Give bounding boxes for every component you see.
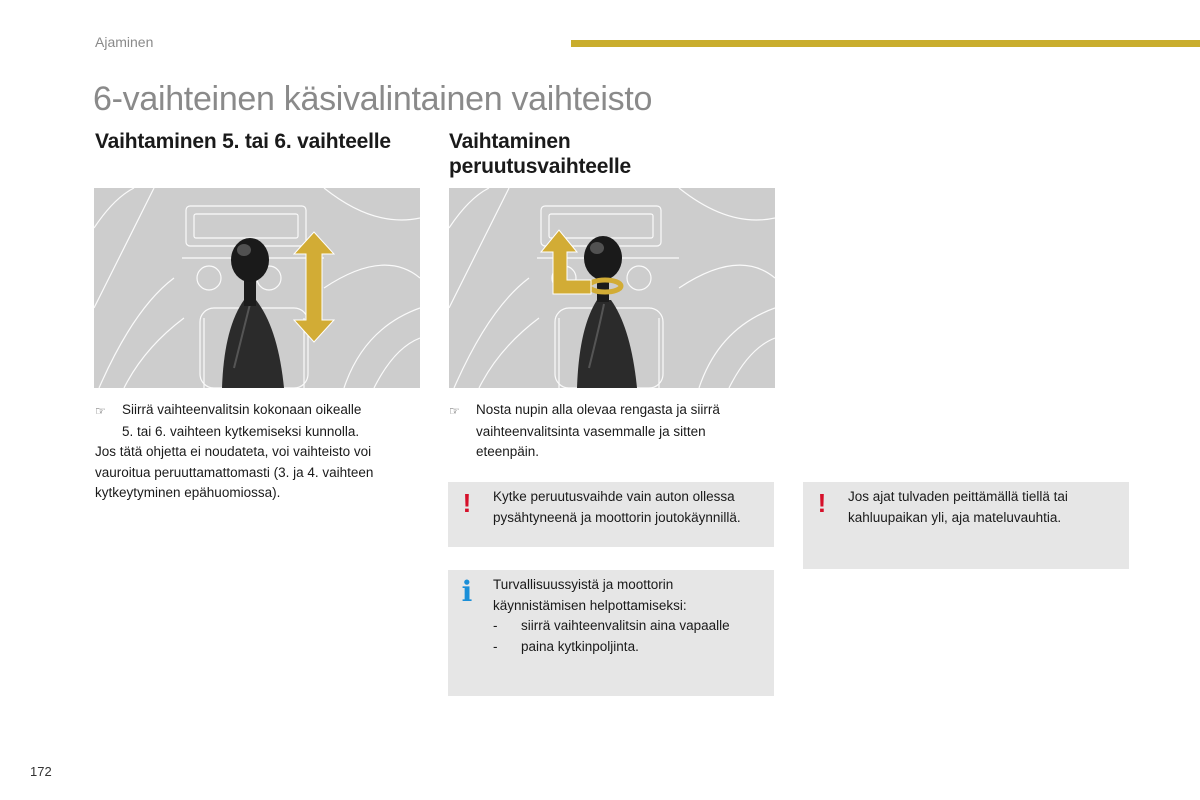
page-title: 6-vaihteinen käsivalintainen vaihteisto — [93, 80, 653, 118]
warning-box-reverse — [448, 482, 774, 547]
paragraph-line: Jos tätä ohjetta ei noudateta, voi vaihteisto voi — [95, 444, 372, 459]
list-item-text: siirrä vaihteenvalitsin aina vapaalle — [521, 618, 730, 633]
illustration-gear-shift-5-6 — [94, 188, 420, 388]
heading-fifth-sixth-gear: Vaihtaminen 5. tai 6. vaihteelle — [95, 130, 391, 153]
reverse-gear-drawing — [449, 188, 775, 388]
warning-text-line: kahluupaikan yli, aja mateluvauhtia. — [848, 509, 1062, 525]
dash-bullet: - — [493, 618, 498, 633]
info-box-safety — [448, 570, 774, 696]
pointing-hand-icon: ☞ — [449, 404, 460, 418]
warning-text-line: Jos ajat tulvaden peittämällä tiellä tai — [848, 489, 1068, 504]
heading-line: Vaihtaminen — [449, 130, 571, 153]
illustration-reverse-gear — [449, 188, 775, 388]
bullet-text-line: vaihteenvalitsinta vasemmalle ja sitten — [476, 423, 706, 439]
warning-text-line: pysähtyneenä ja moottorin joutokäynnillä. — [493, 509, 741, 525]
info-icon: i — [461, 575, 473, 608]
list-item — [493, 637, 766, 658]
page-number: 172 — [30, 764, 52, 779]
bullet-text-line: eteenpäin. — [476, 444, 540, 459]
list-item-text: paina kytkinpoljinta. — [521, 638, 639, 654]
header-accent-bar — [571, 40, 1200, 47]
exclamation-icon: ! — [817, 488, 827, 518]
info-text-line: käynnistämisen helpottamiseksi: — [493, 597, 687, 613]
warning-text-line: Kytke peruutusvaihde vain auton ollessa — [493, 489, 735, 504]
heading-reverse-gear — [449, 129, 631, 179]
bullet-text-line: Nosta nupin alla olevaa rengasta ja siirrä — [476, 402, 720, 417]
instructions-fifth-sixth-gear — [95, 400, 420, 504]
pointing-hand-icon: ☞ — [95, 404, 106, 418]
instructions-reverse-gear — [449, 400, 774, 463]
heading-line: peruutusvaihteelle — [449, 155, 631, 178]
paragraph-line: vauroitua peruuttamattomasti (3. ja 4. vaihteen — [95, 464, 374, 480]
bullet-text-line: 5. tai 6. vaihteen kytkemiseksi kunnolla. — [122, 423, 360, 439]
bullet-text-line: Siirrä vaihteenvalitsin kokonaan oikealle — [122, 402, 362, 417]
list-item — [493, 616, 766, 637]
gear-shift-5-6-drawing — [94, 188, 420, 388]
dash-bullet: - — [493, 638, 498, 654]
section-label: Ajaminen — [95, 34, 154, 50]
info-text-line: Turvallisuussyistä ja moottorin — [493, 577, 674, 592]
warning-box-flooded-road — [803, 482, 1129, 569]
exclamation-icon: ! — [462, 488, 472, 518]
paragraph-line: kytkeytyminen epähuomiossa). — [95, 485, 281, 500]
